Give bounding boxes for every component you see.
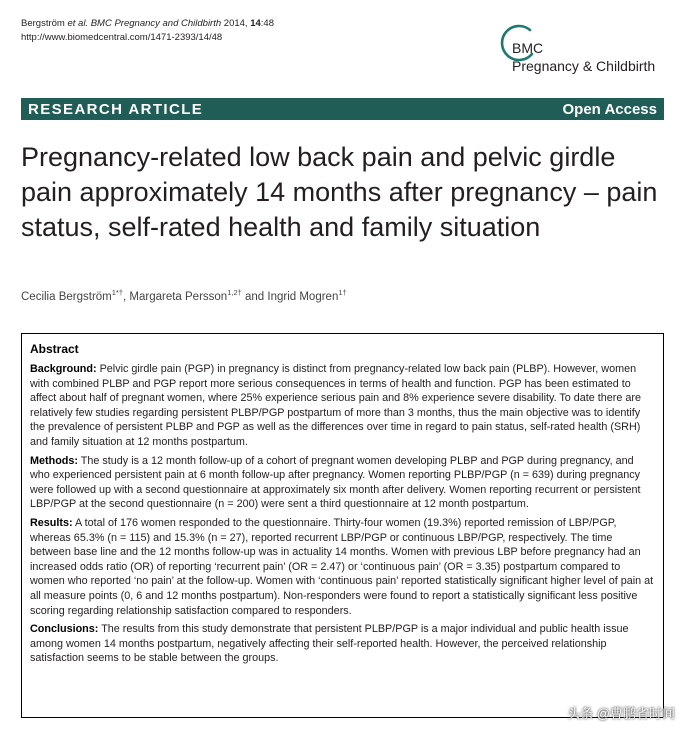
abstract-heading: Abstract — [30, 342, 79, 356]
author-list — [21, 288, 347, 303]
citation-journal: BMC Pregnancy and Childbirth — [90, 18, 222, 29]
abstract-conclusions — [30, 622, 655, 666]
section-label: Background: — [30, 363, 97, 375]
section-text: The results from this study demonstrate that persistent PLBP/PGP is a major individual and public health issue among women 14 months postpartum, negatively affecting their self-reported health. However, the perceived relationship satisfaction seems to be stable between the groups. — [30, 623, 629, 665]
abstract-methods — [30, 454, 655, 512]
author-affiliation: 1*† — [111, 288, 124, 297]
journal-logo-subtitle: Pregnancy & Childbirth — [512, 58, 656, 74]
abstract-background — [30, 362, 655, 450]
journal-logo-name: BMC — [512, 40, 544, 56]
author-separator: and — [241, 291, 268, 303]
article-title: Pregnancy-related low back pain and pelvic girdle pain approximately 14 months after pregnancy – pain status, self-rated health and family situation — [21, 142, 658, 242]
open-access-label: Open Access — [562, 100, 657, 118]
author-affiliation: 1,2† — [227, 288, 242, 297]
citation-line — [21, 17, 274, 31]
watermark: 头条 @曹鹏省时间 — [567, 706, 675, 721]
abstract-box — [21, 333, 664, 718]
citation-article: :48 — [260, 18, 275, 29]
author-separator: , — [123, 291, 130, 303]
article-url[interactable]: http://www.biomedcentral.com/1471-2393/14/48 — [21, 32, 223, 43]
abstract-results — [30, 516, 655, 618]
section-text: A total of 176 women responded to the questionnaire. Thirty-four women (19.3%) reported remission of LBP/PGP, whereas 65.3% (n = 115) and 15.3% (n = 27), reported recurrent LBP/PGP or continuous LBP/PGP, respectively. The time between base line and the 12 months follow-up was in actuality 14 months. Women with previous LBP before pregnancy had an increased odds ratio (OR) of reporting ‘recurrent pain’ (OR = 2.47) or ‘continuous pain’ (OR = 3.35) postpartum compared to women who reported ‘no pain’ at the follow-up. Women with ‘continuous pain’ reported statistically significant higher level of pain at all measure points (0, 6 and 12 months postpartum). Non-responders were found to report a statistically significant less positive scoring regarding relationship satisfaction compared to responders. — [30, 516, 654, 617]
section-label: Conclusions: — [30, 623, 99, 636]
author-name[interactable]: Cecilia Bergström — [21, 291, 112, 303]
article-type-label: RESEARCH ARTICLE — [28, 100, 204, 118]
journal-logo — [496, 24, 681, 84]
section-label: Methods: — [30, 454, 78, 467]
citation-etal: et al. — [67, 18, 89, 29]
article-type-banner — [21, 98, 664, 120]
author-name[interactable]: Margareta Persson — [129, 291, 228, 303]
citation-header — [21, 17, 274, 45]
section-text: The study is a 12 month follow-up of a cohort of pregnant women developing PLBP and PGP during pregnancy, and who experienced persistent pain at 6 month follow-up after pregnancy. Women reporting PLBP/PGP (n = 639) during pregnancy were followed up with a second questionnaire at approximately six month after delivery. Women reporting recurrent or persistent LBP/PGP at the second questionnaire (n = 200) were sent a third questionnaire at 12 month postpartum. — [30, 454, 641, 511]
citation-authors: Bergström — [21, 18, 65, 29]
author-name[interactable]: Ingrid Mogren — [267, 291, 339, 303]
section-text: Pelvic girdle pain (PGP) in pregnancy is distinct from pregnancy-related low back pain (PLBP). However, women with combined PLBP and PGP report more serious consequences in terms of health and function. PGP has been estimated to affect about half of pregnant women, where 25% experience serious pain and 8% experience severe disability. To date there are relatively few studies regarding persistent PLBP/PGP postpartum of more than 3 months, thus the main objective was to identify the prevalence of persistent PLBP and PGP as well as the differences over time in regard to pain status, self-rated health (SRH) and family situation at 12 months postpartum. — [30, 363, 642, 448]
citation-volume: 14 — [250, 18, 261, 29]
citation-year: 2014, — [223, 18, 248, 29]
section-label: Results: — [30, 516, 73, 529]
author-affiliation: 1† — [338, 288, 347, 297]
